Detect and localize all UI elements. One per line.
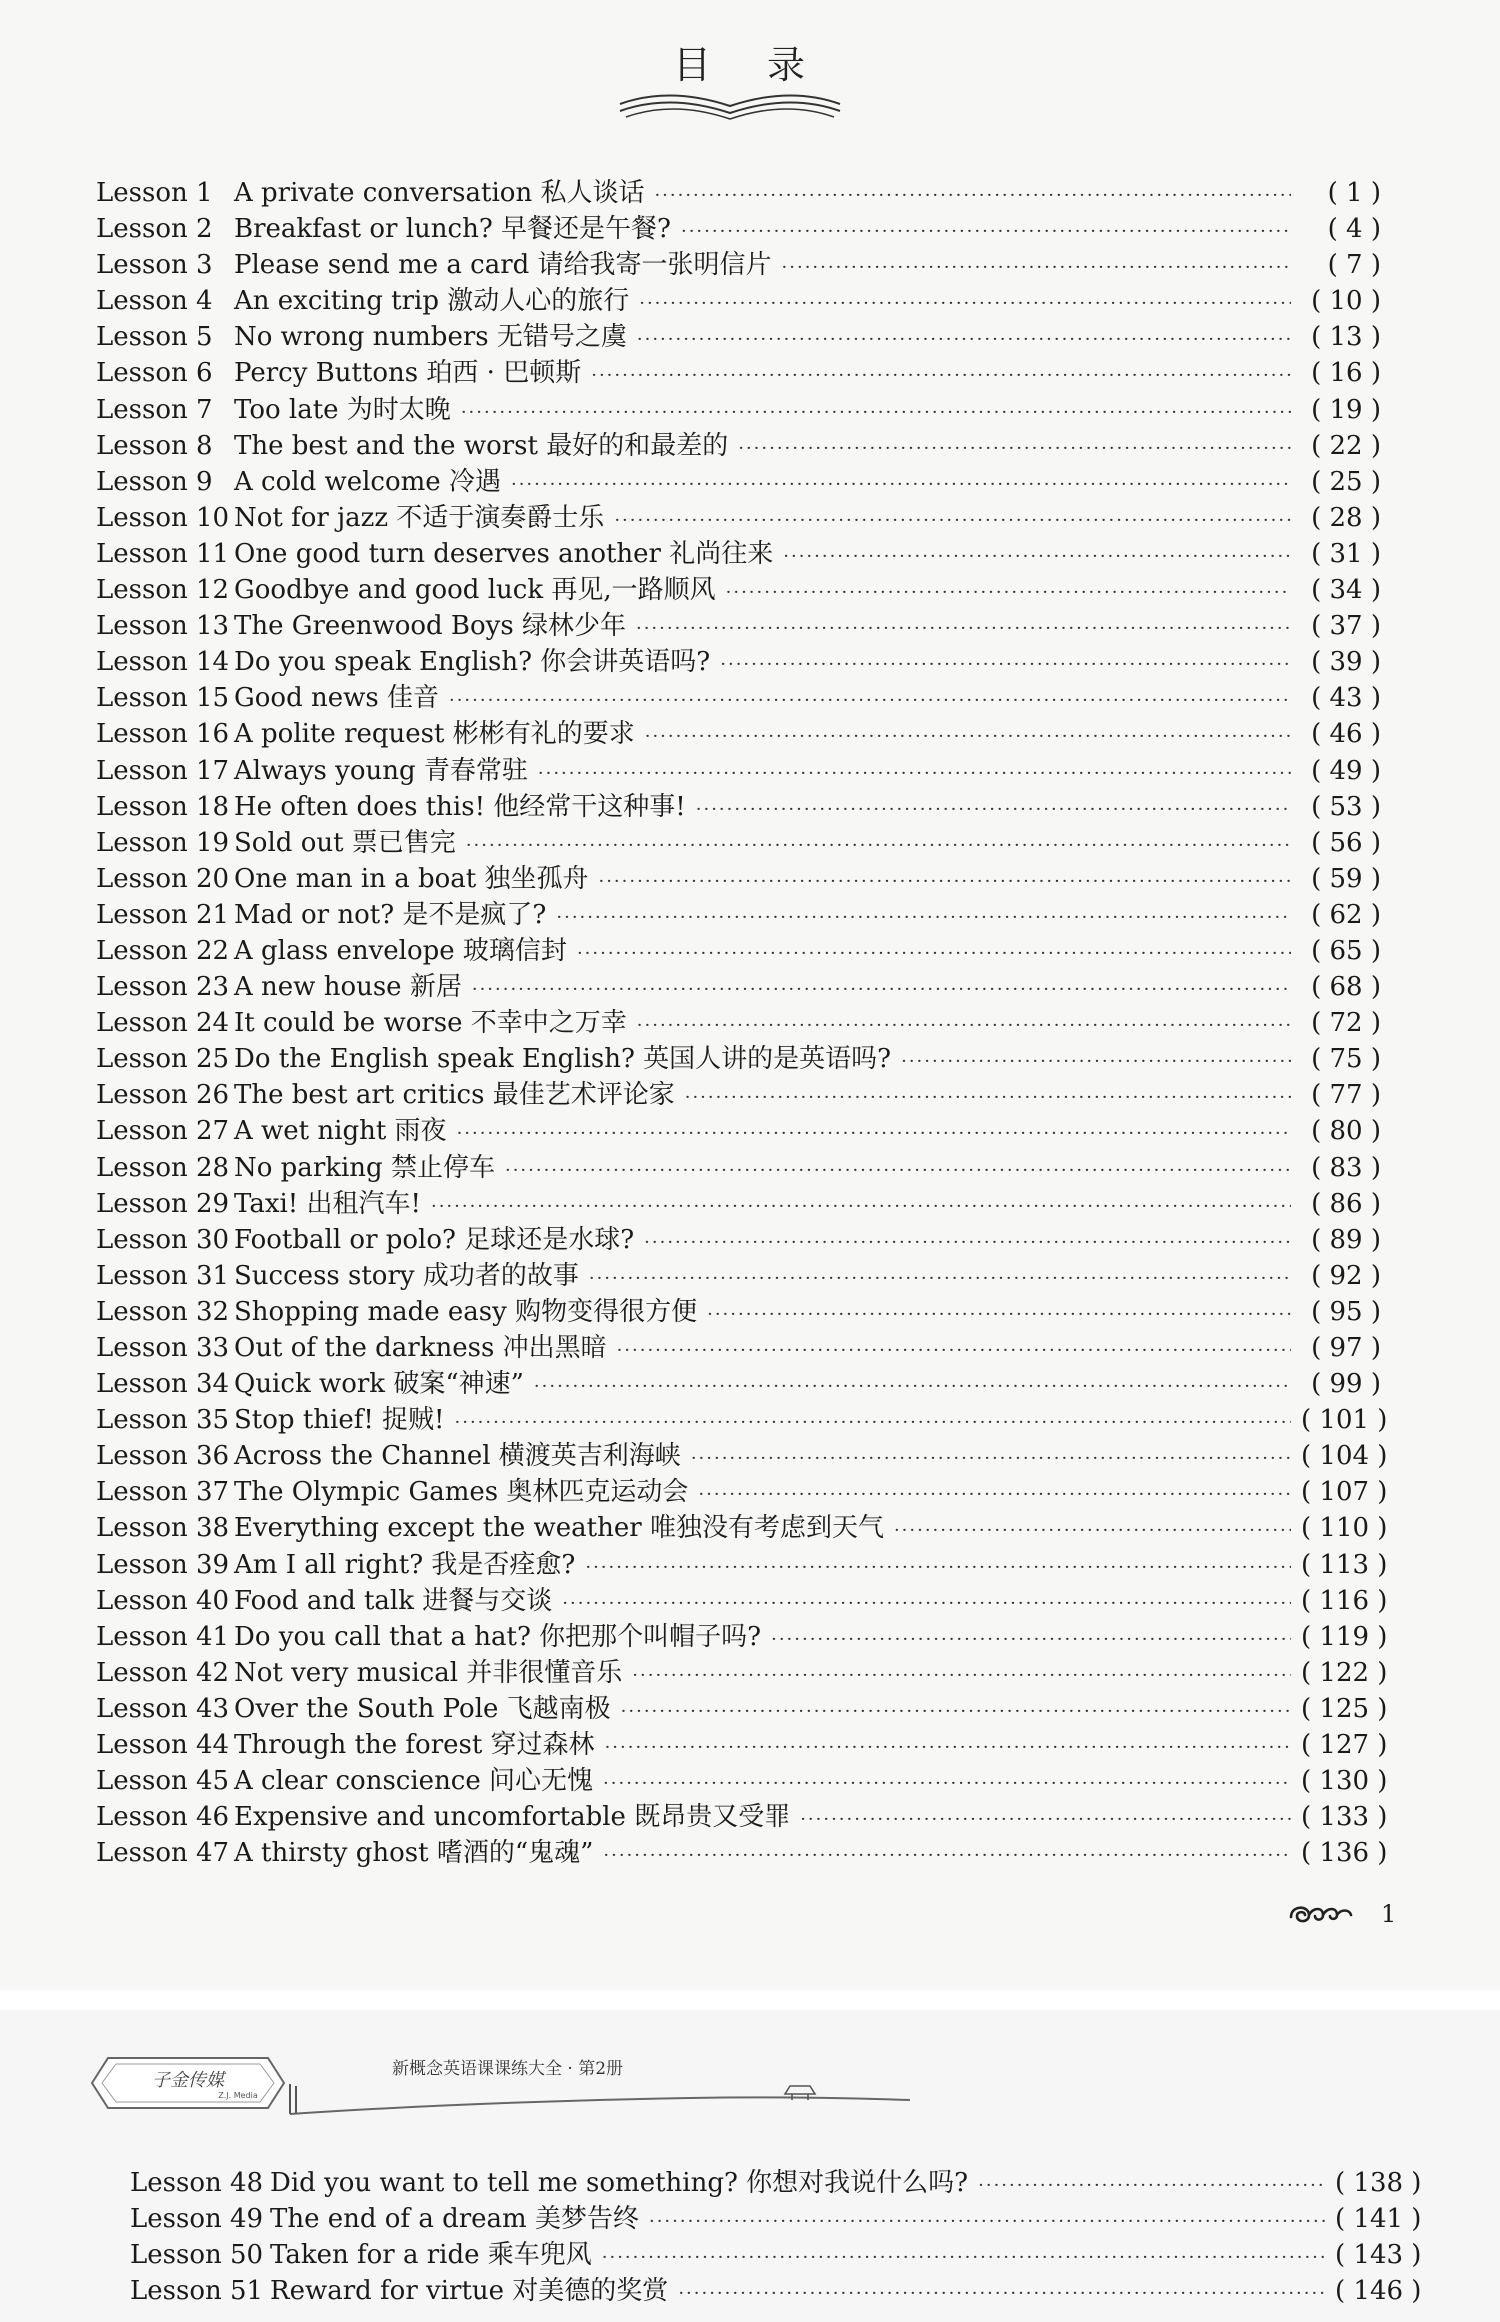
header-ornament-line	[270, 2074, 910, 2124]
lesson-number: Lesson 20	[96, 863, 230, 894]
toc-entry	[96, 1580, 1388, 1616]
lesson-title: Mad or not? 是不是疯了?	[234, 899, 547, 930]
dot-leader	[698, 1484, 1291, 1505]
toc-entry	[96, 750, 1381, 786]
toc-entry	[96, 858, 1381, 894]
page-ref: ( 143 )	[1335, 2240, 1422, 2271]
lesson-title: Taxi! 出租汽车!	[234, 1188, 421, 1219]
dot-leader	[511, 474, 1291, 495]
lesson-number: Lesson 25	[96, 1044, 230, 1075]
logo-text: 子金传媒	[152, 2070, 224, 2091]
toc-entry	[96, 497, 1381, 533]
lesson-number: Lesson 50	[130, 2240, 264, 2271]
page-ref: ( 127 )	[1301, 1730, 1388, 1761]
toc-entry	[96, 1183, 1381, 1219]
page-gap	[0, 1990, 1500, 2010]
toc-entry	[96, 1399, 1388, 1436]
lesson-number: Lesson 28	[96, 1152, 230, 1183]
lesson-number: Lesson 29	[96, 1188, 230, 1219]
dot-leader	[771, 1629, 1291, 1650]
page-ref: ( 43 )	[1311, 683, 1381, 714]
lesson-title: Goodbye and good luck 再见,一路顺风	[234, 575, 716, 606]
dot-leader	[738, 438, 1291, 459]
dot-leader	[534, 1376, 1291, 1397]
dot-leader	[457, 1123, 1291, 1144]
lesson-number: Lesson 24	[96, 1008, 230, 1039]
lesson-title: No wrong numbers 无错号之虞	[234, 322, 627, 353]
dot-leader	[800, 1809, 1291, 1830]
lesson-title: Over the South Pole 飞越南极	[234, 1693, 611, 1724]
toc-list-continued	[130, 2162, 1422, 2307]
toc-entry	[96, 461, 1381, 497]
lesson-number: Lesson 45	[96, 1766, 230, 1797]
page-ref: ( 53 )	[1311, 791, 1381, 822]
toc-entry	[96, 1471, 1388, 1508]
page-ref: ( 99 )	[1311, 1369, 1381, 1400]
lesson-number: Lesson 12	[96, 575, 230, 606]
lesson-title: No parking 禁止停车	[234, 1152, 495, 1183]
lesson-number: Lesson 36	[96, 1441, 230, 1472]
toc-entry	[96, 1544, 1388, 1580]
dot-leader	[696, 799, 1291, 820]
lesson-title: Taken for a ride 乘车兜风	[270, 2240, 592, 2271]
toc-entry	[96, 1147, 1381, 1183]
page-ref: ( 49 )	[1311, 755, 1381, 786]
toc-entry	[96, 1110, 1381, 1146]
page-ref: ( 104 )	[1301, 1441, 1388, 1472]
dot-leader	[617, 1340, 1291, 1361]
page-ref: ( 125 )	[1301, 1693, 1388, 1724]
lesson-number: Lesson 15	[96, 683, 230, 714]
dot-leader	[461, 402, 1291, 423]
lesson-number: Lesson 2	[96, 214, 213, 245]
toc-entry	[130, 2198, 1422, 2235]
page-ref: ( 133 )	[1301, 1802, 1388, 1833]
lesson-title: An exciting trip 激动人心的旅行	[234, 286, 630, 317]
toc-entry	[96, 352, 1381, 388]
toc-entry	[96, 966, 1381, 1002]
page-ref: ( 34 )	[1311, 575, 1381, 606]
dot-leader	[605, 1737, 1291, 1758]
dot-leader	[505, 1160, 1291, 1181]
page-ref: ( 68 )	[1311, 972, 1381, 1003]
lesson-title: A thirsty ghost 嗜酒的“鬼魂”	[234, 1838, 594, 1869]
dot-leader	[901, 1051, 1291, 1072]
page-ref: ( 116 )	[1301, 1585, 1388, 1616]
lesson-number: Lesson 18	[96, 791, 230, 822]
page-ref: ( 46 )	[1311, 719, 1381, 750]
lesson-number: Lesson 35	[96, 1405, 230, 1436]
toc-entry	[96, 1796, 1388, 1833]
page-ref: ( 130 )	[1301, 1766, 1388, 1797]
lesson-title: The Greenwood Boys 绿林少年	[234, 611, 626, 642]
lesson-title: The best art critics 最佳艺术评论家	[234, 1080, 675, 1111]
dot-leader	[691, 1448, 1291, 1469]
toc-entry	[96, 569, 1381, 605]
dot-leader	[455, 1412, 1291, 1433]
page-ref: ( 89 )	[1311, 1224, 1381, 1255]
page-ref: ( 113 )	[1301, 1549, 1388, 1580]
lesson-title: Out of the darkness 冲出黑暗	[234, 1333, 607, 1363]
dot-leader	[644, 1232, 1291, 1253]
dot-leader	[562, 1593, 1291, 1614]
page-ref: ( 31 )	[1311, 538, 1381, 569]
page-ref: ( 39 )	[1311, 647, 1381, 678]
page-ref: ( 13 )	[1311, 322, 1381, 353]
lesson-number: Lesson 16	[96, 719, 230, 750]
dot-leader	[449, 690, 1291, 711]
lesson-title: Shopping made easy 购物变得很方便	[234, 1296, 698, 1327]
dot-leader	[685, 1087, 1291, 1108]
lesson-title: Do you speak English? 你会讲英语吗?	[234, 647, 711, 678]
lesson-title: He often does this! 他经常干这种事!	[234, 791, 686, 822]
lesson-title: One man in a boat 独坐孤舟	[234, 863, 589, 894]
lesson-number: Lesson 21	[96, 899, 230, 930]
page-ref: ( 146 )	[1335, 2276, 1422, 2307]
lesson-number: Lesson 44	[96, 1730, 230, 1761]
book-ornament-icon	[610, 84, 850, 124]
page-ref: ( 65 )	[1311, 935, 1381, 966]
lesson-number: Lesson 26	[96, 1080, 230, 1111]
lesson-title: Did you want to tell me something? 你想对我说什么吗?	[270, 2168, 969, 2198]
lesson-title: Do you call that a hat? 你把那个叫帽子吗?	[234, 1621, 762, 1652]
lesson-number: Lesson 32	[96, 1296, 230, 1327]
lesson-number: Lesson 23	[96, 972, 230, 1003]
dot-leader	[681, 221, 1291, 242]
lesson-title: A glass envelope 玻璃信封	[234, 935, 567, 966]
lesson-title: Too late 为时太晚	[234, 394, 451, 425]
toc-entry	[96, 1255, 1381, 1291]
dot-leader	[621, 1701, 1291, 1722]
toc-entry	[96, 533, 1381, 569]
page-ref: ( 72 )	[1311, 1008, 1381, 1039]
lesson-title: Through the forest 穿过森林	[234, 1730, 595, 1761]
lesson-title: The end of a dream 美梦告终	[270, 2204, 639, 2235]
lesson-number: Lesson 14	[96, 647, 230, 678]
dot-leader	[632, 1665, 1291, 1686]
lesson-title: The Olympic Games 奥林匹克运动会	[234, 1477, 689, 1508]
page-ref: ( 141 )	[1335, 2204, 1422, 2235]
page-ref: ( 1 )	[1327, 178, 1381, 208]
lesson-number: Lesson 38	[96, 1513, 230, 1544]
dot-leader	[603, 1845, 1291, 1866]
page-ref: ( 110 )	[1301, 1513, 1388, 1544]
toc-entry	[96, 208, 1381, 244]
page-ref: ( 37 )	[1311, 611, 1381, 642]
dot-leader	[589, 1268, 1291, 1289]
page-ref: ( 16 )	[1311, 358, 1381, 389]
lesson-number: Lesson 40	[96, 1585, 230, 1616]
lesson-title: Across the Channel 横渡英吉利海峡	[234, 1441, 681, 1472]
dot-leader	[654, 185, 1291, 206]
toc-entry	[96, 425, 1381, 461]
lesson-title: Good news 佳音	[234, 683, 439, 714]
toc-entry	[96, 1363, 1381, 1399]
dot-leader	[591, 365, 1291, 386]
lesson-title: A new house 新居	[234, 972, 462, 1003]
page-ref: ( 75 )	[1311, 1044, 1381, 1075]
toc-list	[96, 172, 1388, 1869]
page-ref: ( 62 )	[1311, 899, 1381, 930]
dot-leader	[782, 257, 1291, 278]
page-title: 目 录	[672, 43, 828, 87]
lesson-title: One good turn deserves another 礼尚往来	[234, 538, 774, 569]
dot-leader	[639, 293, 1291, 314]
lesson-title: Always young 青春常驻	[234, 755, 528, 786]
dot-leader	[783, 546, 1291, 567]
toc-entry	[96, 172, 1381, 208]
lesson-number: Lesson 17	[96, 755, 230, 786]
page-ref: ( 107 )	[1301, 1477, 1388, 1508]
lesson-title: Sold out 票已售完	[234, 827, 456, 858]
toc-entry	[96, 1688, 1388, 1724]
toc-entry	[96, 1616, 1388, 1652]
logo-subtext: Z.J. Media	[218, 2091, 258, 2100]
toc-entry	[96, 1652, 1388, 1688]
lesson-number: Lesson 5	[96, 322, 213, 353]
page-ref: ( 122 )	[1301, 1657, 1388, 1688]
lesson-number: Lesson 34	[96, 1369, 230, 1400]
lesson-number: Lesson 11	[96, 538, 230, 569]
lesson-title: Success story 成功者的故事	[234, 1260, 579, 1291]
swirl-ornament-icon	[1285, 1901, 1357, 1927]
lesson-title: A clear conscience 问心无愧	[234, 1766, 594, 1797]
lesson-number: Lesson 41	[96, 1621, 230, 1652]
lesson-title: Breakfast or lunch? 早餐还是午餐?	[234, 214, 671, 245]
lesson-title: Am I all right? 我是否痊愈?	[234, 1549, 576, 1580]
page-ref: ( 95 )	[1311, 1296, 1381, 1327]
toc-entry	[96, 244, 1381, 280]
page-ref: ( 25 )	[1311, 466, 1381, 497]
lesson-number: Lesson 6	[96, 358, 213, 389]
page-ref: ( 92 )	[1311, 1260, 1381, 1291]
lesson-number: Lesson 22	[96, 935, 230, 966]
toc-entry	[96, 389, 1381, 425]
lesson-title: Do the English speak English? 英国人讲的是英语吗?	[234, 1044, 892, 1075]
page-ref: ( 28 )	[1311, 502, 1381, 533]
lesson-number: Lesson 19	[96, 827, 230, 858]
lesson-title: A polite request 彬彬有礼的要求	[234, 719, 635, 750]
page-ref: ( 119 )	[1301, 1621, 1388, 1652]
toc-entry	[96, 1724, 1388, 1761]
dot-leader	[678, 2283, 1325, 2304]
toc-entry	[96, 1002, 1381, 1038]
lesson-number: Lesson 51	[130, 2276, 264, 2307]
lesson-number: Lesson 27	[96, 1116, 230, 1147]
lesson-number: Lesson 47	[96, 1838, 230, 1869]
dot-leader	[603, 1773, 1291, 1794]
page-ref: ( 97 )	[1311, 1333, 1381, 1363]
dot-leader	[649, 2211, 1325, 2232]
lesson-title: A private conversation 私人谈话	[234, 178, 645, 208]
dot-leader	[466, 835, 1291, 856]
lesson-title: Not for jazz 不适于演奏爵士乐	[234, 502, 605, 533]
toc-entry	[96, 1038, 1381, 1074]
lesson-number: Lesson 37	[96, 1477, 230, 1508]
toc-entry	[96, 1291, 1381, 1327]
lesson-number: Lesson 48	[130, 2168, 264, 2198]
toc-entry	[96, 1327, 1381, 1363]
lesson-number: Lesson 1	[96, 178, 213, 208]
lesson-number: Lesson 7	[96, 394, 213, 425]
lesson-number: Lesson 33	[96, 1333, 230, 1363]
page-ref: ( 138 )	[1335, 2168, 1422, 2198]
toc-entry	[130, 2234, 1422, 2271]
dot-leader	[720, 654, 1291, 675]
toc-entry	[96, 1760, 1388, 1797]
dot-leader	[585, 1557, 1291, 1578]
lesson-title: The best and the worst 最好的和最差的	[234, 430, 729, 461]
toc-entry	[96, 316, 1381, 352]
page-ref: ( 7 )	[1327, 250, 1381, 281]
toc-entry	[96, 1435, 1388, 1472]
dot-leader	[637, 1015, 1291, 1036]
dot-leader	[978, 2175, 1325, 2196]
toc-entry	[130, 2270, 1422, 2307]
lesson-number: Lesson 42	[96, 1657, 230, 1688]
dot-leader	[726, 582, 1291, 603]
lesson-number: Lesson 30	[96, 1224, 230, 1255]
dot-leader	[707, 1304, 1291, 1325]
lesson-number: Lesson 31	[96, 1260, 230, 1291]
lesson-number: Lesson 4	[96, 286, 213, 317]
page-ref: ( 10 )	[1311, 286, 1381, 317]
dot-leader	[636, 618, 1291, 639]
lesson-title: A cold welcome 冷遇	[234, 466, 501, 497]
page-ref: ( 86 )	[1311, 1188, 1381, 1219]
page-ref: ( 19 )	[1311, 394, 1381, 425]
lesson-number: Lesson 39	[96, 1549, 230, 1580]
lesson-title: It could be worse 不幸中之万幸	[234, 1008, 627, 1039]
page-ref: ( 22 )	[1311, 430, 1381, 461]
lesson-title: Percy Buttons 珀西 · 巴顿斯	[234, 358, 582, 389]
dot-leader	[598, 871, 1291, 892]
page-ref: ( 59 )	[1311, 863, 1381, 894]
toc-entry	[96, 786, 1381, 822]
dot-leader	[431, 1196, 1291, 1217]
toc-entry	[96, 930, 1381, 966]
book-header-title: 新概念英语课课练大全 · 第2册	[392, 2059, 624, 2079]
lesson-number: Lesson 43	[96, 1693, 230, 1724]
lesson-number: Lesson 9	[96, 466, 213, 497]
dot-leader	[645, 726, 1291, 747]
dot-leader	[602, 2247, 1325, 2268]
lesson-title: Quick work 破案“神速”	[234, 1369, 524, 1400]
lesson-number: Lesson 10	[96, 502, 230, 533]
page-ref: ( 101 )	[1301, 1405, 1388, 1436]
lesson-number: Lesson 46	[96, 1802, 230, 1833]
toc-entry	[96, 605, 1381, 641]
page-ref: ( 77 )	[1311, 1080, 1381, 1111]
lesson-number: Lesson 49	[130, 2204, 264, 2235]
toc-entry	[96, 280, 1381, 316]
dot-leader	[894, 1520, 1291, 1541]
page-ref: ( 56 )	[1311, 827, 1381, 858]
toc-entry	[96, 1507, 1388, 1544]
dot-leader	[637, 329, 1291, 350]
page-number: 1	[1381, 1900, 1397, 1928]
lesson-title: Football or polo? 足球还是水球?	[234, 1224, 635, 1255]
publisher-logo	[88, 2052, 288, 2114]
toc-entry	[96, 713, 1381, 749]
lesson-title: Not very musical 并非很懂音乐	[234, 1657, 623, 1688]
page-ref: ( 4 )	[1327, 214, 1381, 245]
lesson-title: A wet night 雨夜	[234, 1116, 447, 1147]
toc-entry	[96, 641, 1381, 677]
toc-entry	[96, 822, 1381, 858]
dot-leader	[538, 763, 1291, 784]
toc-entry	[96, 677, 1381, 713]
toc-entry	[96, 1074, 1381, 1110]
lesson-number: Lesson 13	[96, 611, 230, 642]
toc-entry	[96, 1832, 1388, 1869]
lesson-number: Lesson 8	[96, 430, 213, 461]
lesson-title: Stop thief! 捉贼!	[234, 1405, 445, 1436]
dot-leader	[577, 943, 1291, 964]
dot-leader	[556, 907, 1291, 928]
lesson-title: Everything except the weather 唯独没有考虑到天气	[234, 1513, 884, 1544]
dot-leader	[472, 979, 1291, 1000]
toc-entry	[96, 1219, 1381, 1255]
toc-entry	[130, 2162, 1422, 2198]
lesson-title: Reward for virtue 对美德的奖赏	[270, 2276, 669, 2307]
lesson-number: Lesson 3	[96, 250, 213, 281]
lesson-title: Please send me a card 请给我寄一张明信片	[234, 250, 772, 281]
page-ref: ( 80 )	[1311, 1116, 1381, 1147]
page-ref: ( 136 )	[1301, 1838, 1388, 1869]
page-ref: ( 83 )	[1311, 1152, 1381, 1183]
lesson-title: Food and talk 进餐与交谈	[234, 1585, 553, 1616]
toc-entry	[96, 894, 1381, 930]
page-footer	[1285, 1900, 1396, 1928]
lesson-title: Expensive and uncomfortable 既昂贵又受罪	[234, 1802, 791, 1833]
dot-leader	[614, 510, 1291, 531]
